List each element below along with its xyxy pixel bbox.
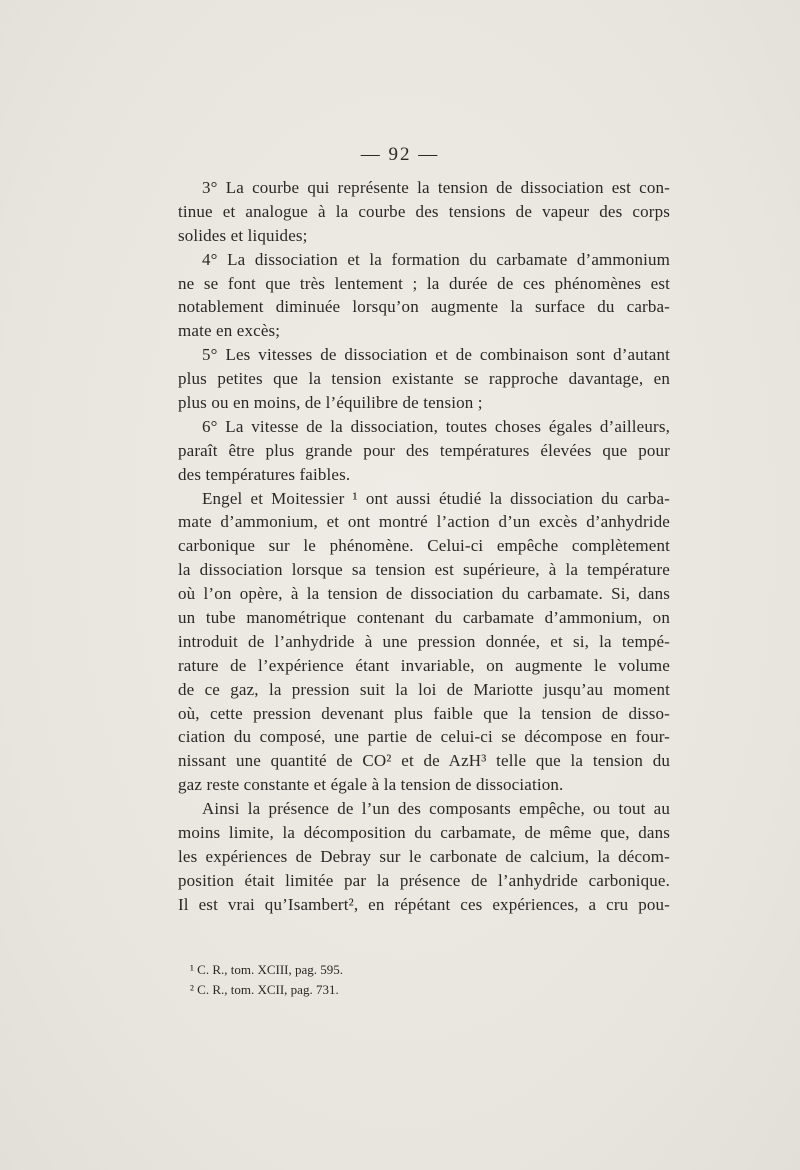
text-line: où l’on opère, à la tension de dissociation du carbamate. Si, dans [178, 584, 670, 604]
text-line: les expériences de Debray sur le carbonate de calcium, la décom- [178, 846, 670, 866]
text-line: 5° Les vitesses de dissociation et de combinaison sont d’autant [202, 345, 670, 365]
text-line: rature de l’expérience étant invariable, on augmente le volume [178, 655, 670, 675]
text-line: 3° La courbe qui représente la tension de dissociation est con- [202, 178, 670, 197]
text-line: Engel et Moitessier ¹ ont aussi étudié la dissociation du carba- [202, 488, 670, 508]
text-line: Ainsi la présence de l’un des composants empêche, ou tout au [202, 799, 670, 819]
page-number: — 92 — [360, 144, 440, 165]
text-line: paraît être plus grande pour des températures élevées que pour [178, 440, 670, 460]
text-line: position était limitée par la présence de l’anhydride carbonique. [178, 870, 670, 890]
footnote-1: ¹ C. R., tom. XCIII, pag. 595. [190, 962, 344, 977]
text-line: introduit de l’anhydride à une pression donnée, et si, la tempé- [178, 631, 670, 651]
text-line: plus ou en moins, de l’équilibre de tension ; [178, 393, 483, 413]
text-line: Il est vrai qu’Isambert², en répétant ces expériences, a cru pou- [178, 894, 670, 914]
text-line: un tube manométrique contenant du carbamate d’ammonium, on [178, 608, 670, 628]
text-line: ne se font que très lentement ; la durée de ces phénomènes est [178, 273, 670, 293]
text-line: moins limite, la décomposition du carbamate, de même que, dans [178, 823, 670, 843]
text-line: 4° La dissociation et la formation du carbamate d’ammonium [202, 249, 670, 269]
text-line: gaz reste constante et égale à la tension de dissociation. [178, 775, 564, 795]
text-line: ciation du composé, une partie de celui-ci se décompose en four- [178, 727, 670, 747]
footnotes [190, 960, 490, 1000]
text-line: solides et liquides; [178, 225, 308, 245]
footnote-2: ² C. R., tom. XCII, pag. 731. [190, 982, 339, 997]
text-line: plus petites que la tension existante se rapproche davantage, en [178, 369, 670, 389]
text-line: nissant une quantité de CO² et de AzH³ telle que la tension du [178, 751, 670, 771]
text-line: la dissociation lorsque sa tension est supérieure, à la température [178, 560, 670, 580]
text-line: des températures faibles. [178, 464, 351, 484]
text-line: tinue et analogue à la courbe des tensions de vapeur des corps [178, 201, 670, 221]
text-line: de ce gaz, la pression suit la loi de Mariotte jusqu’au moment [178, 679, 670, 699]
body-text [178, 176, 670, 917]
text-line: mate en excès; [178, 321, 281, 341]
text-line: mate d’ammonium, et ont montré l’action d’un excès d’anhydride [178, 512, 670, 532]
text-line: notablement diminuée lorsqu’on augmente la surface du carba- [178, 297, 670, 317]
text-line: où, cette pression devenant plus faible que la tension de disso- [178, 703, 670, 723]
text-line: carbonique sur le phénomène. Celui-ci empêche complètement [178, 536, 670, 556]
text-line: 6° La vitesse de la dissociation, toutes choses égales d’ailleurs, [202, 416, 670, 436]
